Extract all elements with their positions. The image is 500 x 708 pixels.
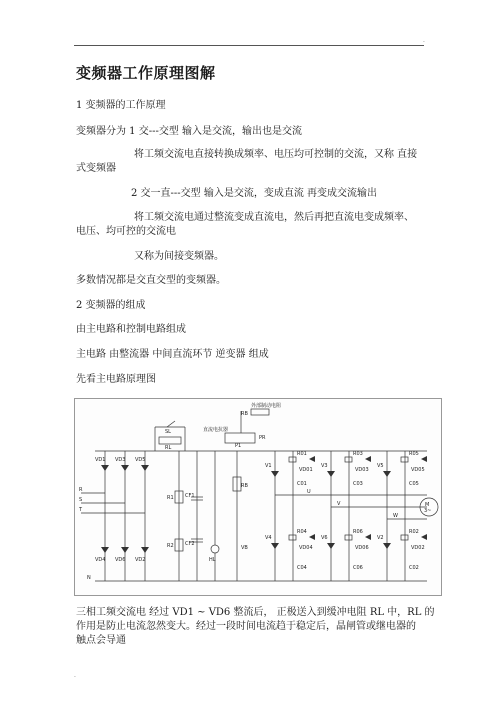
page-title: 变频器工作原理图解 bbox=[76, 64, 216, 82]
section-heading-2: 2 变频器的组成 bbox=[76, 300, 146, 311]
label-c01: C01 bbox=[297, 481, 307, 487]
label-vd05: VD05 bbox=[411, 467, 425, 473]
label-v1: V1 bbox=[265, 463, 272, 469]
label-vd2: VD2 bbox=[135, 557, 146, 563]
label-cf2: CF2 bbox=[185, 541, 195, 547]
label-external-braking-resistor: 外部制动电阻 bbox=[251, 403, 282, 409]
label-vd04: VD04 bbox=[299, 545, 313, 551]
label-r01: R01 bbox=[297, 451, 307, 457]
label-motor: M bbox=[425, 502, 430, 508]
label-c06: C06 bbox=[353, 565, 363, 571]
label-v4: V4 bbox=[265, 535, 272, 541]
composition-line: 由主电路和控制电路组成 bbox=[76, 324, 186, 335]
label-pr: PR bbox=[259, 435, 266, 441]
label-r1: R1 bbox=[167, 495, 174, 501]
label-vd03: VD03 bbox=[355, 467, 369, 473]
label-v3: V3 bbox=[321, 463, 328, 469]
label-vb: VB bbox=[241, 545, 248, 551]
label-hl: HL bbox=[209, 557, 216, 563]
main-circuit-parts: 主电路 由整流器 中间直流环节 逆变器 组成 bbox=[76, 349, 269, 360]
majority-note: 多数情况都是交直交型的变频器。 bbox=[76, 275, 226, 286]
label-vd02: VD02 bbox=[411, 545, 425, 551]
label-dc-reactor: 直流电抗器 bbox=[203, 427, 229, 433]
label-vd06: VD06 bbox=[355, 545, 369, 551]
header-mark: . bbox=[423, 37, 425, 44]
label-r2: R2 bbox=[167, 543, 174, 549]
label-t-phase: T bbox=[79, 507, 83, 513]
label-vd5: VD5 bbox=[135, 457, 146, 463]
label-v5: V5 bbox=[377, 463, 384, 469]
label-r02: R02 bbox=[409, 529, 419, 535]
label-sl: SL bbox=[165, 429, 171, 435]
main-circuit-diagram bbox=[74, 398, 442, 596]
bottom-paragraph-line3: 触点会导通 bbox=[76, 635, 126, 646]
label-w: W bbox=[393, 513, 398, 519]
label-c03: C03 bbox=[353, 481, 363, 487]
classification-intro: 变频器分为 1 交---交型 输入是交流，输出也是交流 bbox=[76, 126, 303, 137]
footer-mark: . bbox=[74, 672, 76, 679]
acdcac-description-line1: 将工频交流电通过整流变成直流电，然后再把直流电变成频率、 bbox=[134, 212, 414, 223]
label-r05: R05 bbox=[409, 451, 419, 457]
label-r06: R06 bbox=[353, 529, 363, 535]
label-cf1: CF1 bbox=[185, 493, 195, 499]
label-v6: V6 bbox=[321, 535, 328, 541]
label-p1: P1 bbox=[235, 443, 242, 449]
label-u: U bbox=[307, 489, 311, 495]
label-vd1: VD1 bbox=[95, 457, 106, 463]
label-c02: C02 bbox=[409, 565, 419, 571]
label-r-phase: R bbox=[79, 487, 83, 493]
acdcac-description-line2: 电压、均可控的交流电 bbox=[76, 226, 176, 237]
label-motor-sub: 3~ bbox=[424, 508, 432, 514]
label-vd6: VD6 bbox=[115, 557, 126, 563]
diagram-intro: 先看主电路原理图 bbox=[76, 374, 156, 385]
label-r03: R03 bbox=[353, 451, 363, 457]
label-vd4: VD4 bbox=[95, 557, 106, 563]
label-r04: R04 bbox=[297, 529, 307, 535]
label-c05: C05 bbox=[409, 481, 419, 487]
section-heading-1: 1 变频器的工作原理 bbox=[76, 100, 166, 111]
label-rb: RB bbox=[241, 483, 248, 489]
label-vd01: VD01 bbox=[299, 467, 313, 473]
label-rb-top: RB bbox=[241, 411, 248, 417]
header-rule bbox=[74, 45, 424, 46]
bottom-paragraph-line1: 三相工频交流电 经过 VD1 ~ VD6 整流后， 正极送入到缓冲电阻 RL 中，RL 的 bbox=[76, 607, 435, 618]
acac-description-line2: 式变频器 bbox=[76, 163, 116, 174]
bottom-paragraph-line2: 作用是防止电流忽然变大。经过一段时间电流趋于稳定后，晶闸管或继电器的 bbox=[76, 621, 416, 632]
acdcac-type: 2 交一直---交型 输入是交流，变成直流 再变成交流输出 bbox=[131, 188, 378, 199]
circuit-schematic bbox=[75, 399, 441, 595]
acdcac-description-line3: 又称为间接变频器。 bbox=[134, 251, 224, 262]
label-s-phase: S bbox=[79, 497, 83, 503]
label-v: V bbox=[337, 501, 341, 507]
label-v2: V2 bbox=[377, 535, 384, 541]
label-vd3: VD3 bbox=[115, 457, 126, 463]
label-n: N bbox=[87, 575, 91, 581]
acac-description-line1: 将工频交流电直接转换成频率、电压均可控制的交流，又称 直接 bbox=[134, 149, 418, 160]
label-rl: RL bbox=[165, 445, 172, 451]
label-c04: C04 bbox=[297, 565, 307, 571]
